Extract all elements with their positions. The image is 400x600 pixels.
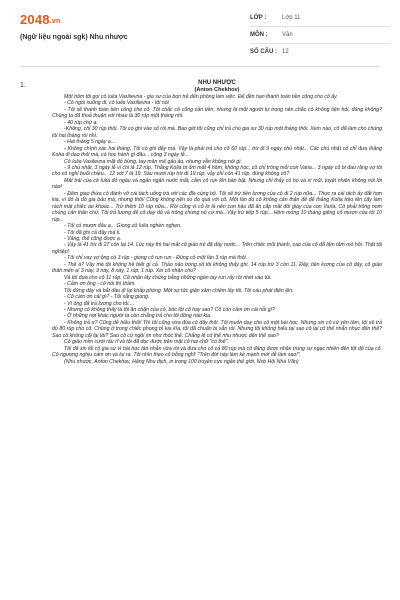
passage-paragraph: Cô giáo mỉm cười rầu rĩ và tôi đã đọc được trên mặt cô hai chữ "có thể".: [64, 339, 229, 346]
passage-paragraph: Cô Iulia Vasilevna mặt đỏ bừng, tay mân mê gấu áo, nhưng vẫn không nói gì.: [64, 158, 242, 165]
passage-paragraph: - Hai tháng 5 ngày ạ....: [64, 139, 117, 146]
meta-value: Lớp 11: [282, 15, 301, 21]
passage-paragraph: - Vậy là 41 trừ đi 27 còn lại 14. Lúc này thì hai mắt cô giáo trẻ đã đầy nước... Trên chiếc mũi thanh, cao của cô đã lấm tấm mồ hôi. Thật tội nghiệp!: [52, 242, 382, 255]
passage-paragraph: - Ở những nơi khác người ta còn chẳng trả cho tôi đồng nào kia.: [64, 313, 212, 320]
passage-paragraph: Một hôm tôi gọi cô Iulia Vasilievna - gia sư của bọn trẻ đến phòng làm việc. Để đến hạn thanh toán tiền công cho cô ấy.: [64, 94, 338, 100]
page-subtitle: (Ngữ liệu ngoài sgk) Nhu nhược: [20, 34, 128, 41]
passage-paragraph: - 40 rúp chứ ạ.: [64, 119, 98, 126]
meta-info-table: [250, 10, 390, 60]
passage-paragraph: - Cô cảm ơn cái gì? - Tôi sẵng giọng.: [64, 294, 150, 301]
meta-value: Văn: [282, 32, 293, 38]
passage-source: (Nhu nhược, Anton Chekhov, Hằng Nhu dịch, in trong 100 truyện cực ngắn thế giới, Nxb Hội Nhà Văn): [64, 358, 299, 365]
reading-passage: [52, 80, 382, 365]
passage-paragraph: Tôi đã xin lỗi cô gia sư vì bài học tàn nhẫn vừa rồi và đưa cho cô cả 80 rúp mà cô đáng được nhận trong sự ngạc nhiên đến tột độ của cô. Cô ngượng nghịu cảm ơn và lui ra. Tôi nhìn theo cô bỗng nghĩ: "Trên đời này làm kẻ mạnh mới dễ làm sao!".: [52, 345, 382, 359]
passage-title: NHU NHƯỢC: [198, 80, 236, 86]
passage-body: [52, 94, 382, 365]
passage-paragraph: - Vì ông đã trả lương cho tôi....: [64, 300, 135, 307]
passage-paragraph: - Tôi có mượn đâu ạ... Giọng cô Iulia nghèn nghẹn.: [64, 223, 182, 230]
question-number: 1.: [20, 82, 26, 89]
meta-label: MÔN :: [250, 32, 268, 38]
passage-author: (Anton Chekhov): [194, 86, 240, 93]
page-header: [0, 0, 400, 62]
passage-paragraph: - Đêm giao thừa cô đánh vỡ cái tách uống trà với các đĩa cùng bộ. Tôi sẽ trừ tiền lương của cô đi 2 rúp nữa... Thực ra cái tách ấy đắt hơn kia, vì đó là đồ gia bảo mà, nhưng thôi! Cũng không nên so đo quá với cô. Một lần do cô không cẩn thận để để thằng Kolia trèo lên cây làm rách mất chiếc áo khoác... Trừ thêm 10 rúp nữa... Rồi cũng vì cô lơ là nên con hầu đã ăn cắp mất đôi giày của con Varia. Cô phải trông nom chúng cẩn thận chứ. Tôi trả lương để cô dạy dỗ và trông chừng nó cơ mà...Vậy trừ tiếp 5 rúp... Hôm mồng 10 tháng giêng cô mượn của tôi 10 rúp...: [52, 190, 382, 223]
passage-paragraph: - Vâng, thế cũng được ạ.: [64, 235, 122, 242]
passage-paragraph: Và tôi đưa cho cô 11 rúp. Cô nhận lấy chúng bằng những ngón tay run rẩy rồi nhét vào túi.: [64, 274, 272, 281]
passage-paragraph: - Cô ngồi xuống đi, cô Iulia Vasilievna - tôi nói: [64, 100, 169, 107]
passage-paragraph: - Nhưng cô không thấy là tôi ăn chặn của cô, bóc lột cô hay sao? Cô còn cảm ơn cái nỗi gì?: [64, 306, 275, 313]
passage-paragraph: -Không, chỉ 30 rúp thôi. Tôi có ghi vào sổ rồi mà. Bao giờ tôi cũng chỉ trả cho gia sư 30 rúp một tháng thôi. Xem nào, cô đã làm cho chúng tôi hai tháng rồi nhỉ.: [52, 126, 382, 139]
passage-paragraph: - Không chính xác hai tháng. Tôi có ghi đây mà. Vậy là phải trả cho cô 60 rúp... trừ đi 9 ngày chủ nhật... Các chủ nhật cô chỉ đưa thằng Koha đi dạo thôi mà, có học hành gì đâu... cộng 3 ngày lễ...: [52, 145, 382, 159]
meta-value: 12: [282, 49, 289, 55]
passage-paragraph: - Không trả ư? Cũng dễ hiểu thôi! Thì tôi cũng vừa đùa cô đấy thôi. Tôi muốn dạy cho cô một bài học. Nhưng xin cô cứ yên tâm, tôi sẽ trả đủ 80 rúp cho cô. Chúng ở trong chiếc phong bì kia kìa, tôi đã chuẩn bị sẵn rồi. Nhưng tôi không hiểu tại sao cô lại có thể nhẫn nhục đến thế? Sao cô không cãi lại tôi? Sao cô cứ ngồi im như thóc thế. Chẳng lẽ có thể nhu nhược đến thế sao?: [52, 319, 382, 339]
passage-paragraph: - Thế à? Vậy mà tôi không hề biết gì cả. Thảo nào trong sổ tôi không thấy ghi. 14 rúp trừ 3 còn 11. Đây, tiền lương của cô đây, cô giáo thân mến ạ! 3 này, 3 này, 8 này, 1 rúp, 1 rúp. Xin cô nhận cho?: [52, 261, 382, 275]
meta-label: LỚP :: [250, 15, 267, 21]
logo-main: 2048: [20, 12, 50, 27]
passage-paragraph: Mắt trái của cô Iulia đỏ ngầu và ngấn ngấn nước mắt, cằm cô run lên bần bật. Nhưng chỉ thấy cô ho và xì mũi, tuyệt nhiên không nói lời nào!: [52, 177, 382, 191]
passage-paragraph: - Tôi đã ghi cả đây mà lị.: [64, 229, 121, 236]
passage-paragraph: - Tôi sẽ thanh toán tiền công cho cô. Tôi chắc cô cũng cần tiền, nhưng là một người tự trọng nên chắc cô không tiện hỏi, đúng không? Chúng ta đã thoả thuận với nhau là 30 rúp một tháng nhỉ.: [52, 106, 382, 120]
header-divider: [20, 66, 380, 67]
meta-row-class: [250, 10, 390, 27]
logo-suffix: .vn: [49, 18, 61, 25]
passage-paragraph: - 9 chủ nhật, 3 ngày lễ vị chi là 12 rúp. Thằng Kolia bị ốm mất 4 hôm, không học, cô chỉ trông mỗi con Varia... 3 ngày cô bị đau răng vợ tôi cho cô nghỉ buổi chiều... 12 với 7 là 19. Sáu mươi rúp trừ đi 19 rúp, vậy chỉ còn 41 rúp, đúng không cô?: [52, 164, 382, 178]
site-logo[interactable]: [20, 12, 60, 27]
meta-label: SỐ CÂU :: [250, 49, 277, 55]
passage-paragraph: - Tôi chỉ vay vợ ông có 3 rúp - giọng cô run run - Đúng có một lần 3 rúp mà thôi.: [64, 255, 248, 262]
passage-paragraph: Tôi đứng dậy và bắt đầu đi lại khắp phòng. Một sự tức giận xâm chiếm lấy tôi. Tôi cáu phát điên lên.: [64, 287, 294, 294]
meta-row-question-count: [250, 44, 390, 60]
meta-row-subject: [250, 27, 390, 44]
passage-paragraph: - Cảm ơn ông - cô nói thì thầm.: [64, 281, 136, 288]
